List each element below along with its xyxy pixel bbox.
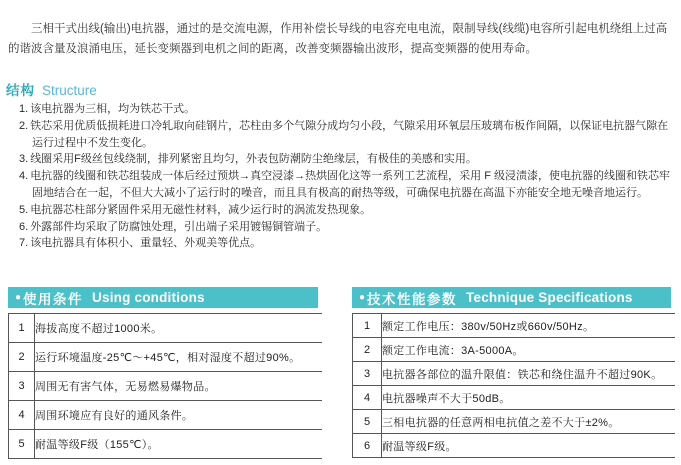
- row-number: 1: [353, 314, 382, 338]
- table-row: [353, 386, 676, 410]
- structure-heading-zh: 结构: [6, 83, 35, 98]
- item-text: 线圈采用F级丝包线绕制，排列紧密且均匀，外表包防潮防尘绝缘层，有极佳的美感和实用。: [30, 153, 477, 166]
- structure-item: [19, 202, 675, 219]
- structure-list: [19, 101, 675, 252]
- row-text: 额定工作电流：3A-5000A。: [382, 344, 524, 357]
- table-row: [9, 314, 323, 343]
- specifications-title-en: Technique Specifications: [466, 290, 633, 305]
- table-row: [353, 314, 676, 338]
- item-text: 外露部件均采取了防腐蚀处理，引出端子采用镀锡铜管端子。: [30, 220, 328, 233]
- table-row: [9, 430, 323, 459]
- specifications-title-zh: 技术性能参数: [367, 291, 458, 307]
- row-number: 4: [353, 386, 382, 410]
- structure-item: [19, 219, 675, 236]
- structure-item: [19, 101, 675, 118]
- specifications-section: [352, 287, 675, 458]
- item-number: 5.: [19, 203, 29, 216]
- item-number: 3.: [19, 153, 29, 166]
- item-number: 4.: [19, 170, 29, 183]
- table-row: [353, 410, 676, 434]
- item-number: 1.: [19, 103, 29, 115]
- structure-heading-en: Structure: [42, 83, 97, 98]
- row-number: 5: [353, 410, 382, 434]
- structure-heading: [6, 83, 97, 99]
- row-number: 2: [353, 338, 382, 362]
- item-text: 电抗器芯柱部分紧固件采用无磁性材料，减少运行时的涡流发热现象。: [30, 203, 372, 216]
- specifications-header: [352, 287, 671, 308]
- row-text: 电抗器各部位的温升限值：铁芯和绕住温升不超过90K。: [382, 368, 663, 381]
- row-text: 周围无有害气体，无易燃易爆物品。: [35, 381, 216, 393]
- row-text: 周围环境应有良好的通风条件。: [35, 410, 194, 422]
- using-conditions-table: [8, 313, 322, 459]
- item-number: 6.: [19, 220, 29, 233]
- table-row: [353, 362, 676, 386]
- table-row: [9, 401, 323, 430]
- item-number: 2.: [19, 119, 29, 132]
- specifications-table: [352, 313, 675, 458]
- row-number: 3: [353, 362, 382, 386]
- item-number: 7.: [19, 237, 29, 250]
- structure-item: [19, 235, 675, 252]
- row-text: 电抗器噪声不大于50dB。: [382, 392, 511, 405]
- structure-item: [19, 118, 675, 152]
- row-number: 5: [9, 430, 35, 459]
- using-conditions-section: [8, 287, 322, 459]
- row-text: 三相电抗器的任意两相电抗值之差不大于±2%。: [382, 416, 620, 429]
- item-text: 该电抗器为三相，均为铁芯干式。: [30, 103, 196, 115]
- row-number: 6: [353, 434, 382, 458]
- row-text: 海拔高度不超过1000米。: [35, 323, 163, 335]
- using-conditions-title-zh: 使用条件: [23, 291, 84, 307]
- bullet-icon: ●: [15, 291, 22, 303]
- using-conditions-header: [8, 287, 318, 308]
- table-row: [9, 372, 323, 401]
- structure-item: [19, 168, 675, 202]
- row-number: 4: [9, 401, 35, 430]
- table-row: [9, 343, 323, 372]
- intro-paragraph: 三相干式出线(输出)电抗器，通过的是交流电源，作用补偿长导线的电容充电电流，限制导线(线缆)电容所引起电机绕组上过高的谐波含量及浪涌电压，延长变频器到电机之间的距离，改善变频器输出波形，提高变频器的使用寿命。: [8, 23, 668, 55]
- item-text: 该电抗器具有体积小、重量轻、外观美等优点。: [30, 237, 262, 250]
- using-conditions-title-en: Using conditions: [92, 290, 205, 305]
- bullet-icon: ●: [359, 291, 366, 303]
- item-text: 铁芯采用优质低损耗进口冷轧取向硅钢片，芯柱由多个气隙分成均匀小段，气隙采用环氧层压玻璃布板作间隔，以保证电抗器气隙在运行过程中不发生变化。: [30, 119, 669, 149]
- row-text: 耐温等级F级。: [382, 440, 457, 453]
- row-number: 2: [9, 343, 35, 372]
- structure-item: [19, 151, 675, 168]
- item-text: 电抗器的线圈和铁芯组装成一体后经过预烘→真空浸漆→热烘固化这等一系列工艺流程，采用 F 级浸渍漆，使电抗器的线圈和铁芯牢固地结合在一起，不但大大减小了运行时的噪音，而且具有极高的耐热等级，可确保电抗器在高温下亦能安全地无噪音地运行。: [30, 170, 671, 199]
- row-number: 1: [9, 314, 35, 343]
- row-text: 运行环境温度-25℃～+45℃，相对湿度不超过90%。: [35, 352, 301, 364]
- table-row: [353, 434, 676, 458]
- row-text: 耐温等级F级（155℃）。: [35, 439, 159, 451]
- row-number: 3: [9, 372, 35, 401]
- row-text: 额定工作电压：380v/50Hz或660v/50Hz。: [382, 320, 595, 333]
- table-row: [353, 338, 676, 362]
